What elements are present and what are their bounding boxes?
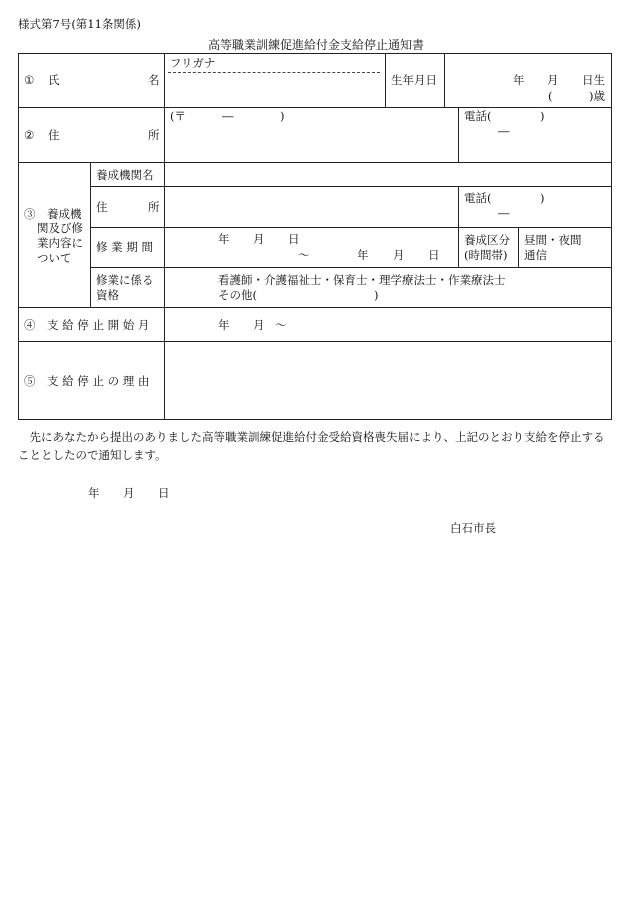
qual-other-open: その他( — [218, 288, 257, 302]
age-open: ( — [548, 89, 553, 103]
qual-label-1: 修業に係る — [96, 273, 154, 287]
stop-start-tilde: ～ — [275, 318, 287, 332]
divider — [18, 107, 612, 108]
phone-close: ) — [540, 109, 545, 123]
row3-label-line2: 関及び修 — [37, 221, 83, 235]
postal-open: (〒 — [170, 109, 186, 123]
page-title: 高等職業訓練促進給付金支給停止通知書 — [208, 38, 425, 52]
period-end-year: 年 — [357, 248, 369, 262]
period-start-month: 月 — [253, 232, 265, 246]
date-month: 月 — [123, 486, 135, 500]
dob-year: 年 — [513, 73, 525, 87]
row3-label-line1: ③ 養成機 — [24, 207, 82, 221]
address-label-b: 所 — [148, 128, 160, 142]
divider — [90, 162, 91, 307]
divider — [18, 341, 612, 342]
period-start-year: 年 — [218, 232, 230, 246]
postal-dash: ― — [222, 109, 234, 123]
row2-number: ② — [24, 128, 35, 142]
qual-other-close: ) — [374, 288, 379, 302]
divider — [444, 53, 445, 107]
dob-label: 生年月日 — [391, 73, 437, 87]
phone-open: 電話( — [464, 109, 492, 123]
dob-day: 日生 — [582, 73, 605, 87]
inst-phone-close: ) — [540, 191, 545, 205]
date-year: 年 — [88, 486, 100, 500]
phone-dash: ― — [498, 124, 510, 138]
stop-start-month: 月 — [253, 318, 265, 332]
period-start-day: 日 — [288, 232, 300, 246]
table-border — [18, 53, 612, 420]
stop-start-year: 年 — [218, 318, 230, 332]
issuer: 白石市長 — [450, 521, 496, 535]
date-day: 日 — [158, 486, 170, 500]
row3-label-line3: 業内容に — [37, 236, 83, 250]
row1-number: ① — [24, 73, 35, 87]
dob-month: 月 — [547, 73, 559, 87]
institution-label: 養成機関名 — [96, 168, 154, 182]
address-label-a: 住 — [48, 128, 60, 142]
divider — [164, 53, 165, 420]
inst-address-label-b: 所 — [148, 200, 160, 214]
class-label-1: 養成区分 — [464, 233, 510, 247]
name-label-b: 名 — [148, 73, 160, 87]
inst-address-label-a: 住 — [96, 200, 108, 214]
furigana-divider — [168, 72, 380, 73]
class-label-2: (時間帯) — [464, 248, 508, 262]
divider — [90, 227, 612, 228]
divider — [18, 162, 612, 163]
notice-text-line1: 先にあなたから提出のありました高等職業訓練促進給付金受給資格喪失届により、上記のとおり支給を停止する — [18, 430, 605, 444]
divider — [90, 186, 612, 187]
age-close: )歳 — [589, 89, 605, 103]
row3-label-line4: ついて — [37, 251, 72, 265]
qual-value-1: 看護師・介護福祉士・保育士・理学療法士・作業療法士 — [218, 273, 506, 287]
divider — [518, 227, 519, 267]
period-end-day: 日 — [428, 248, 440, 262]
inst-phone-dash: ― — [498, 206, 510, 220]
divider — [90, 267, 612, 268]
divider — [458, 107, 459, 162]
form-number: 様式第7号(第11条関係) — [18, 17, 141, 31]
qual-label-2: 資格 — [96, 288, 119, 302]
notice-text-line2: こととしたので通知します。 — [18, 448, 167, 462]
row4-label: ④ 支 給 停 止 開 始 月 — [24, 318, 150, 332]
divider — [385, 53, 386, 107]
period-label: 修 業 期 間 — [96, 240, 153, 254]
class-value-2: 通信 — [524, 248, 547, 262]
divider — [458, 186, 459, 267]
row5-label: ⑤ 支 給 停 止 の 理 由 — [24, 374, 150, 388]
class-value-1: 昼間・夜間 — [524, 233, 582, 247]
divider — [18, 307, 612, 308]
period-tilde: ～ — [298, 248, 310, 262]
period-end-month: 月 — [393, 248, 405, 262]
postal-close: ) — [280, 109, 285, 123]
inst-phone-open: 電話( — [464, 191, 492, 205]
name-label-a: 氏 — [48, 73, 60, 87]
furigana-label: フリガナ — [170, 56, 216, 70]
